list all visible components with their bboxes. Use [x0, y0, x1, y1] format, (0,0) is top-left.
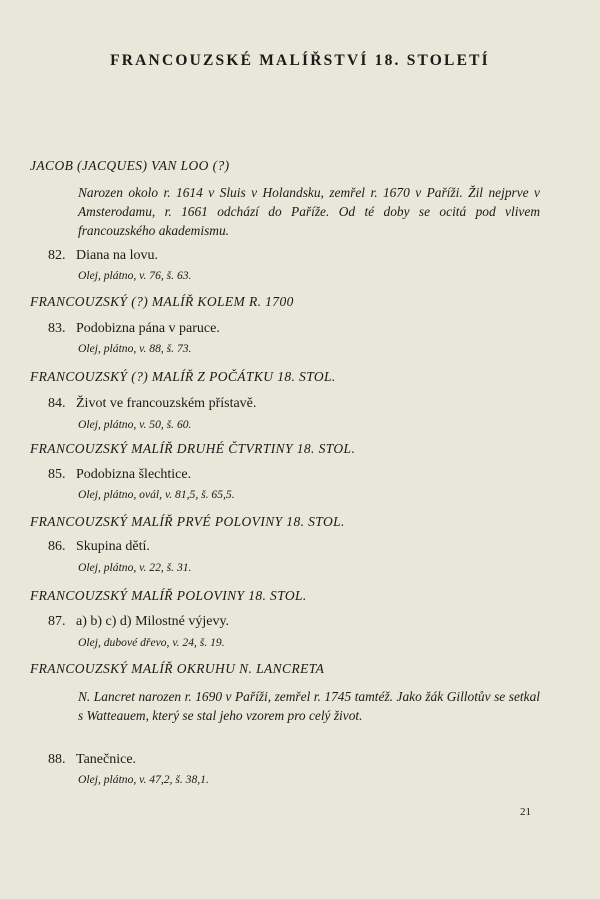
entry-title: Skupina dětí. — [76, 539, 150, 554]
entry-details: Olej, plátno, v. 88, š. 73. — [78, 342, 192, 355]
catalog-entry — [48, 614, 229, 630]
page-number: 21 — [520, 806, 531, 818]
section-heading: FRANCOUZSKÝ MALÍŘ DRUHÉ ČTVRTINY 18. STOL. — [30, 441, 356, 456]
entry-number: 82. — [48, 248, 66, 263]
entry-details: Olej, plátno, v. 47,2, š. 38,1. — [78, 773, 209, 786]
entry-number: 85. — [48, 467, 66, 482]
entry-title: Podobizna pána v paruce. — [76, 321, 220, 336]
entry-details: Olej, dubové dřevo, v. 24, š. 19. — [78, 636, 225, 649]
section-heading: JACOB (JACQUES) VAN LOO (?) — [30, 158, 230, 173]
entry-title: Život ve francouzském přístavě. — [76, 396, 257, 411]
section-heading: FRANCOUZSKÝ MALÍŘ OKRUHU N. LANCRETA — [30, 661, 325, 676]
entry-number: 83. — [48, 321, 66, 336]
section-heading: FRANCOUZSKÝ MALÍŘ POLOVINY 18. STOL. — [30, 588, 307, 603]
entry-number: 87. — [48, 614, 66, 629]
catalog-entry — [48, 396, 256, 412]
catalog-entry — [48, 752, 136, 768]
entry-details: Olej, plátno, v. 22, š. 31. — [78, 561, 192, 574]
catalog-entry — [48, 467, 191, 483]
artist-bio: Narozen okolo r. 1614 v Sluis v Holandsku, zemřel r. 1670 v Paříži. Žil nejprve v Amsterodamu, r. 1661 odchází do Paříže. Od té doby se ocitá pod vlivem francouzského akademismu. — [78, 185, 540, 238]
artist-bio: N. Lancret narozen r. 1690 v Paříži, zemřel r. 1745 tamtéž. Jako žák Gillotův se setkal s Watteauem, který se stal jeho vzorem pro celý život. — [78, 689, 540, 723]
catalog-entry — [48, 248, 158, 264]
entry-details: Olej, plátno, v. 50, š. 60. — [78, 418, 192, 431]
page-title: FRANCOUZSKÉ MALÍŘSTVÍ 18. STOLETÍ — [110, 52, 490, 69]
catalog-entry — [48, 539, 150, 555]
entry-details: Olej, plátno, ovál, v. 81,5, š. 65,5. — [78, 488, 235, 501]
entry-number: 84. — [48, 396, 66, 411]
entry-title: Diana na lovu. — [76, 248, 159, 263]
entry-number: 88. — [48, 752, 66, 767]
section-heading: FRANCOUZSKÝ (?) MALÍŘ Z POČÁTKU 18. STOL. — [30, 369, 336, 384]
section-heading: FRANCOUZSKÝ MALÍŘ PRVÉ POLOVINY 18. STOL. — [30, 514, 345, 529]
entry-title: Tanečnice. — [76, 752, 137, 767]
entry-title: a) b) c) d) Milostné výjevy. — [76, 614, 230, 629]
entry-title: Podobizna šlechtice. — [76, 467, 192, 482]
entry-number: 86. — [48, 539, 66, 554]
section-heading: FRANCOUZSKÝ (?) MALÍŘ KOLEM R. 1700 — [30, 294, 294, 309]
catalog-entry — [48, 321, 220, 337]
entry-details: Olej, plátno, v. 76, š. 63. — [78, 269, 192, 282]
